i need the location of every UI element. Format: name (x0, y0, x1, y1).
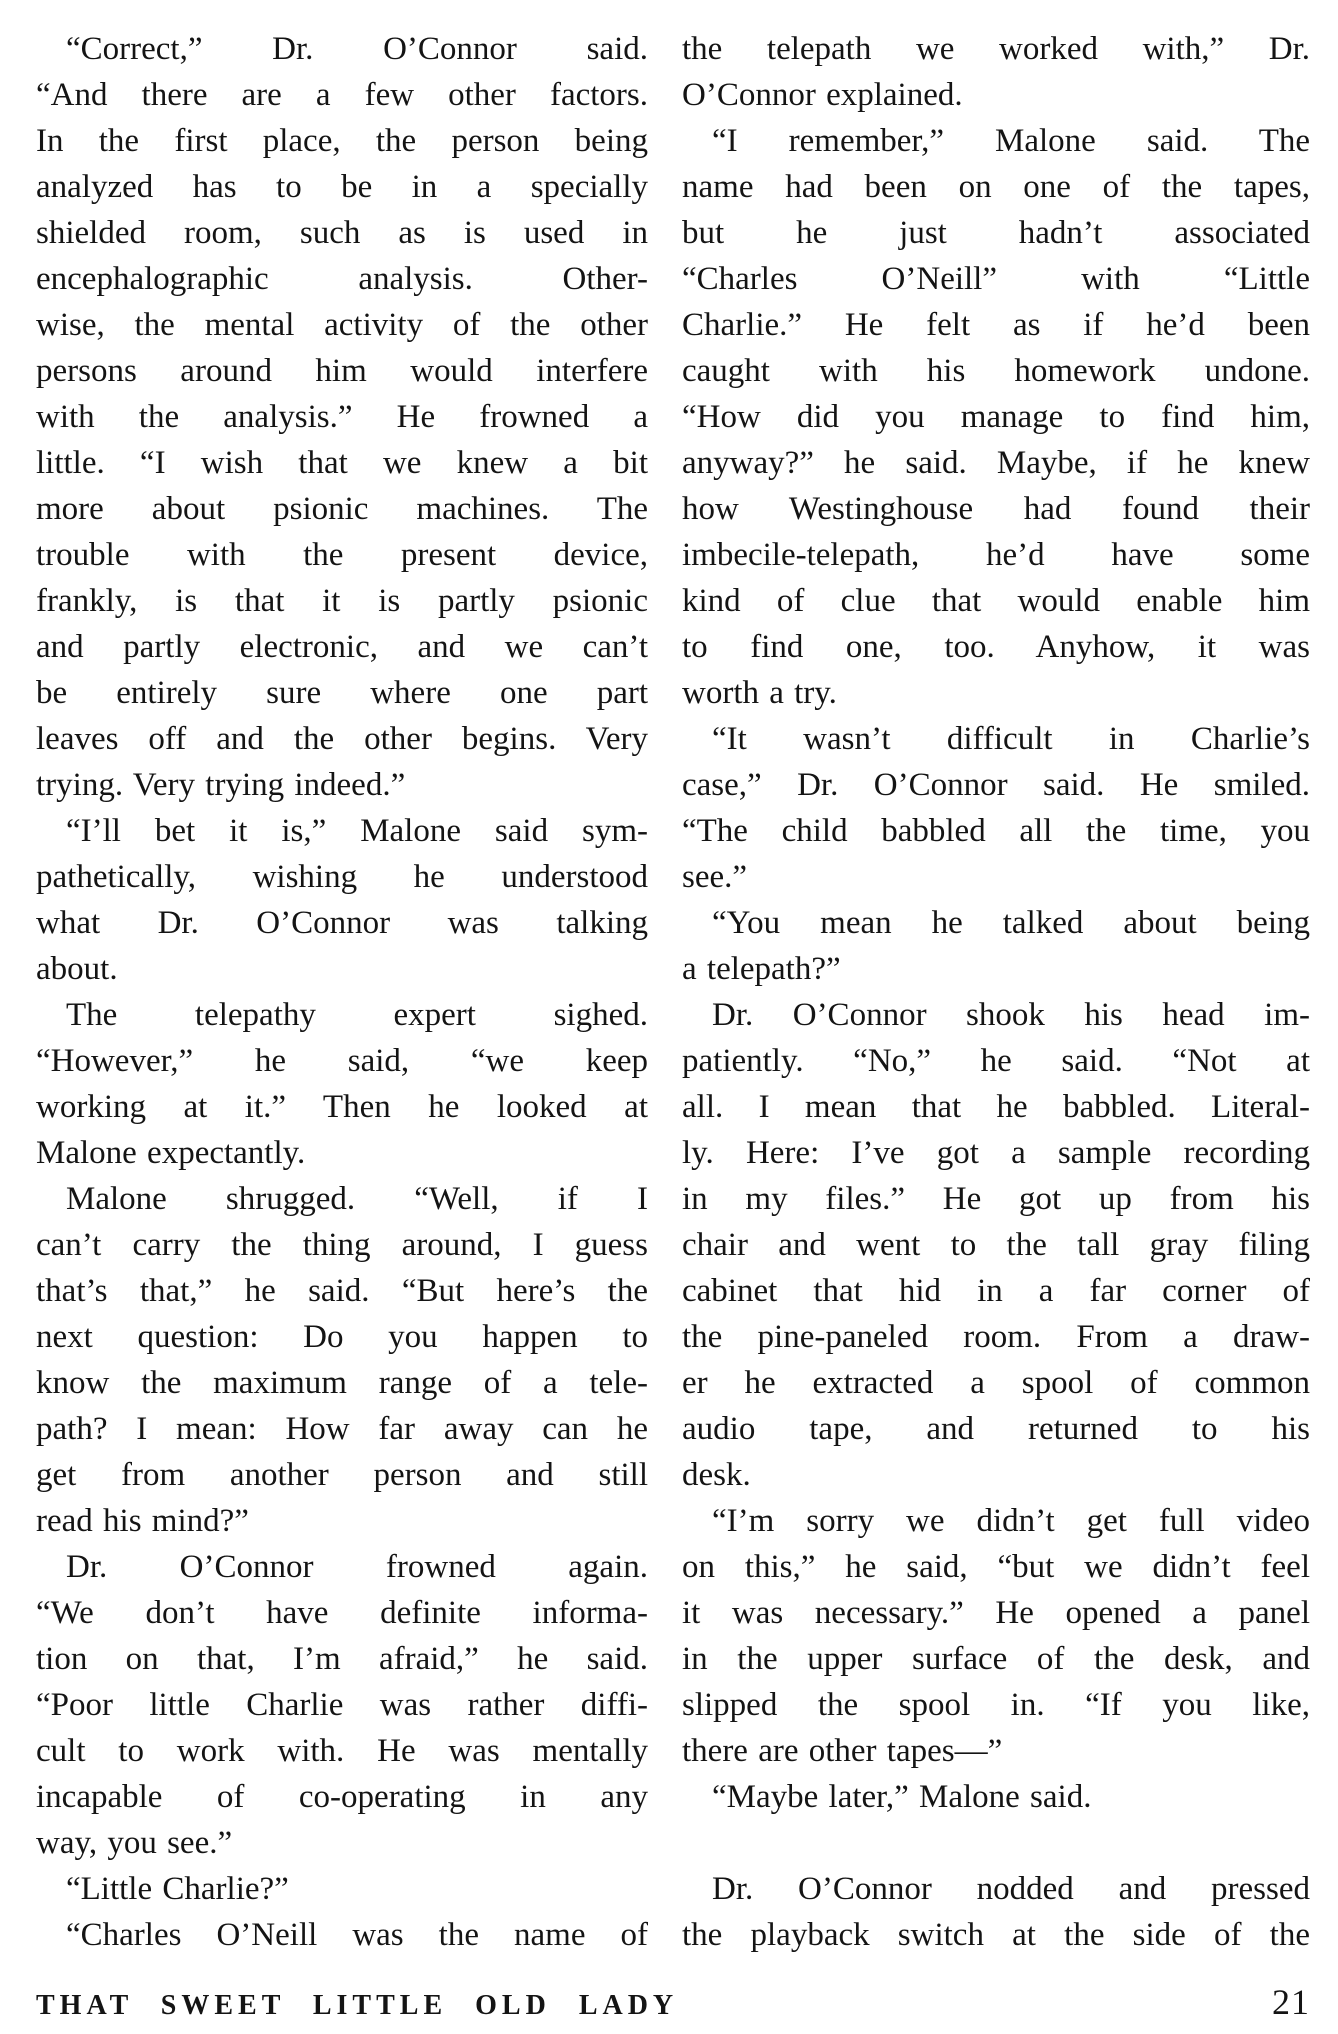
text-line: “Charles O’Neill was the name of (66, 1917, 648, 1953)
text-line: trouble with the present device, (36, 537, 648, 573)
text-line: audio tape, and returned to his (682, 1411, 1310, 1447)
text-line: in my files.” He got up from his (682, 1181, 1310, 1217)
text-line: what Dr. O’Connor was talking (36, 905, 648, 941)
text-line: case,” Dr. O’Connor said. He smiled. (682, 767, 1310, 803)
text-line: all. I mean that he babbled. Literal- (682, 1089, 1310, 1125)
text-line: more about psionic machines. The (36, 491, 648, 527)
text-line: incapable of co-operating in any (36, 1779, 648, 1815)
text-line: analyzed has to be in a specially (36, 169, 648, 205)
text-line: pathetically, wishing he understood (36, 859, 648, 895)
text-line: ly. Here: I’ve got a sample recording (682, 1135, 1310, 1171)
text-line: see.” (682, 859, 748, 895)
text-line: leaves off and the other begins. Very (36, 721, 648, 757)
text-line: The telepathy expert sighed. (66, 997, 648, 1033)
page-footer (36, 1984, 1310, 2024)
text-line: get from another person and still (36, 1457, 648, 1493)
text-line: “And there are a few other factors. (36, 77, 648, 113)
text-line: next question: Do you happen to (36, 1319, 648, 1355)
text-line: “The child babbled all the time, you (682, 813, 1310, 849)
text-line: “How did you manage to find him, (682, 399, 1310, 435)
text-line: Charlie.” He felt as if he’d been (682, 307, 1310, 343)
text-line: Dr. O’Connor shook his head im- (712, 997, 1310, 1033)
text-line: encephalographic analysis. Other- (36, 261, 648, 297)
text-line: the playback switch at the side of the (682, 1917, 1310, 1953)
text-line: know the maximum range of a tele- (36, 1365, 648, 1401)
text-line: kind of clue that would enable him (682, 583, 1310, 619)
text-line: the telepath we worked with,” Dr. (682, 31, 1310, 67)
text-line: persons around him would interfere (36, 353, 648, 389)
text-line: “Charles O’Neill” with “Little (682, 261, 1310, 297)
text-line: on this,” he said, “but we didn’t feel (682, 1549, 1310, 1585)
text-line: “Maybe later,” Malone said. (712, 1779, 1092, 1815)
text-line: Malone expectantly. (36, 1135, 306, 1171)
text-line: a telepath?” (682, 951, 841, 987)
text-line: “It wasn’t difficult in Charlie’s (712, 721, 1310, 757)
text-line: little. “I wish that we knew a bit (36, 445, 648, 481)
text-line: anyway?” he said. Maybe, if he knew (682, 445, 1310, 481)
text-line: can’t carry the thing around, I guess (36, 1227, 648, 1263)
text-line: trying. Very trying indeed.” (36, 767, 406, 803)
text-line: way, you see.” (36, 1825, 233, 1861)
text-line: tion on that, I’m afraid,” he said. (36, 1641, 648, 1677)
text-line: er he extracted a spool of common (682, 1365, 1310, 1401)
text-line: slipped the spool in. “If you like, (682, 1687, 1310, 1723)
text-line: to find one, too. Anyhow, it was (682, 629, 1310, 665)
text-line: name had been on one of the tapes, (682, 169, 1310, 205)
text-line: how Westinghouse had found their (682, 491, 1310, 527)
right-column (682, 26, 1310, 1958)
text-line: chair and went to the tall gray filing (682, 1227, 1310, 1263)
text-line: In the first place, the person being (36, 123, 648, 159)
text-line: “However,” he said, “we keep (36, 1043, 648, 1079)
text-columns (36, 26, 1310, 1958)
page-number: 21 (1272, 1982, 1310, 2022)
text-line: “Little Charlie?” (66, 1871, 289, 1907)
text-line: worth a try. (682, 675, 837, 711)
text-line: that’s that,” he said. “But here’s the (36, 1273, 648, 1309)
text-line: it was necessary.” He opened a panel (682, 1595, 1310, 1631)
text-line: shielded room, such as is used in (36, 215, 648, 251)
text-line: imbecile-telepath, he’d have some (682, 537, 1310, 573)
text-line: “I’m sorry we didn’t get full video (712, 1503, 1310, 1539)
text-line: “We don’t have definite informa- (36, 1595, 648, 1631)
running-title: THAT SWEET LITTLE OLD LADY (36, 1990, 679, 2021)
text-line: about. (36, 951, 118, 987)
text-line: “Correct,” Dr. O’Connor said. (66, 31, 648, 67)
text-line: desk. (682, 1457, 751, 1493)
text-line: cabinet that hid in a far corner of (682, 1273, 1310, 1309)
text-line: caught with his homework undone. (682, 353, 1310, 389)
text-line: “Poor little Charlie was rather diffi- (36, 1687, 648, 1723)
text-line: there are other tapes—” (682, 1733, 1003, 1769)
text-line: working at it.” Then he looked at (36, 1089, 648, 1125)
text-line: the pine-paneled room. From a draw- (682, 1319, 1310, 1355)
text-line: with the analysis.” He frowned a (36, 399, 648, 435)
text-line: patiently. “No,” he said. “Not at (682, 1043, 1310, 1079)
text-line: in the upper surface of the desk, and (682, 1641, 1310, 1677)
text-line: Malone shrugged. “Well, if I (66, 1181, 648, 1217)
text-line: Dr. O’Connor nodded and pressed (712, 1871, 1310, 1907)
text-line: O’Connor explained. (682, 77, 963, 113)
text-line: be entirely sure where one part (36, 675, 648, 711)
text-line: “You mean he talked about being (712, 905, 1310, 941)
text-line: wise, the mental activity of the other (36, 307, 648, 343)
text-line: read his mind?” (36, 1503, 249, 1539)
text-line: “I remember,” Malone said. The (712, 123, 1310, 159)
text-line: path? I mean: How far away can he (36, 1411, 648, 1447)
text-line: “I’ll bet it is,” Malone said sym- (66, 813, 648, 849)
text-line: and partly electronic, and we can’t (36, 629, 648, 665)
text-line: but he just hadn’t associated (682, 215, 1310, 251)
left-column (36, 26, 648, 1958)
text-line: Dr. O’Connor frowned again. (66, 1549, 648, 1585)
text-line: frankly, is that it is partly psionic (36, 583, 648, 619)
text-line: cult to work with. He was mentally (36, 1733, 648, 1769)
